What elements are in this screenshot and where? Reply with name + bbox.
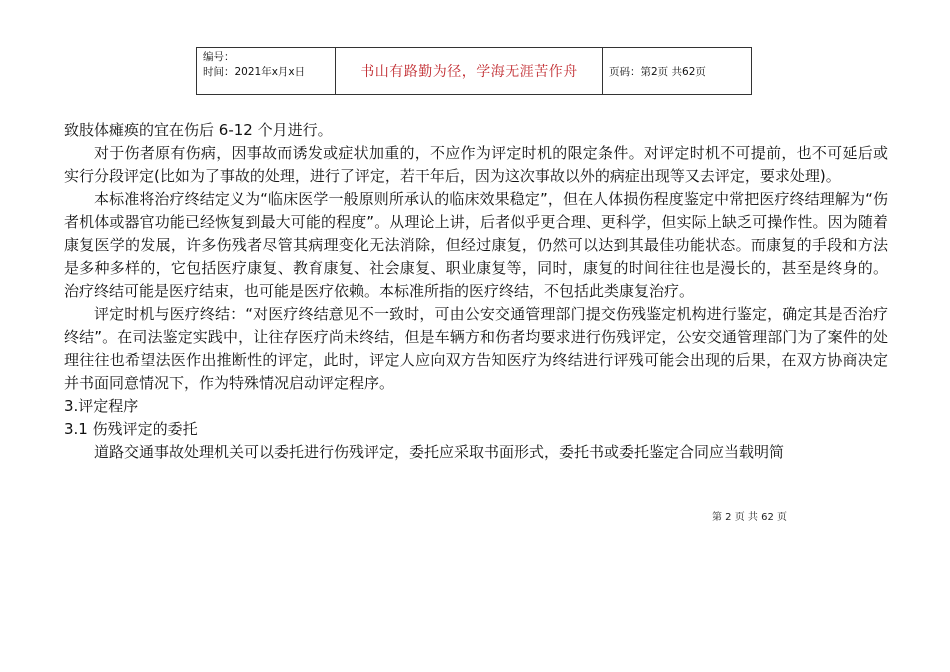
header-table [196,47,752,95]
paragraph-timing-and-end: 评定时机与医疗终结：“对医疗终结意见不一致时，可由公安交通管理部门提交伤残鉴定机构进行鉴定，确定其是否治疗终结”。在司法鉴定实践中，让往存医疗尚未终结，但是车辆方和伤者均要求进行伤残评定，公安交通管理部门为了案件的处理往往也希望法医作出推断性的评定，此时，评定人应向双方告知医疗为终结进行评残可能会出现的后果，在双方协商决定并书面同意情况下，作为特殊情况启动评定程序。 [64,305,888,392]
page-code-text: 页码：第2页 共62页 [609,65,706,78]
code-label: 编号： [203,51,235,63]
motto-cell [336,48,603,94]
paragraph-treatment-end: 本标准将治疗终结定义为“临床医学一般原则所承认的临床效果稳定”，但在人体损伤程度鉴定中常把医疗终结理解为“伤者机体或器官功能已经恢复到最大可能的程度”。从理论上讲，后者似乎更合理、更科学，但实际上缺乏可操作性。因为随着康复医学的发展，许多伤残者尽管其病理变化无法消除，但经过康复，仍然可以达到其最佳功能状态。而康复的手段和方法是多种多样的，它包括医疗康复、教育康复、社会康复、职业康复等，同时，康复的时间往往也是漫长的，甚至是终身的。治疗终结可能是医疗结束，也可能是医疗依赖。本标准所指的医疗终结，不包括此类康复治疗。 [64,190,888,300]
paragraph-entrustment: 道路交通事故处理机关可以委托进行伤残评定，委托应采取书面形式，委托书或委托鉴定合同应当载明简 [94,443,785,461]
page-code-cell [603,48,751,94]
section-heading: 3.评定程序 [64,397,139,415]
document-body [64,119,888,464]
time-label: 时间：2021年x月x日 [203,66,306,78]
paragraph-continuation: 致肢体瘫痪的宜在伤后 6-12 个月进行。 [64,121,333,139]
motto-text: 书山有路勤为径，学海无涯苦作舟 [360,64,578,80]
page-footer: 第 2 页 共 62 页 [712,512,787,523]
header-info-cell [196,48,336,94]
paragraph-timing-conditions: 对于伤者原有伤病，因事故而诱发或症状加重的，不应作为评定时机的限定条件。对评定时机不可提前，也不可延后或实行分段评定(比如为了事故的处理，进行了评定，若干年后，因为这次事故以外的病症出现等又去评定，要求处理)。 [64,144,888,185]
subsection-heading: 3.1 伤残评定的委托 [64,420,198,438]
